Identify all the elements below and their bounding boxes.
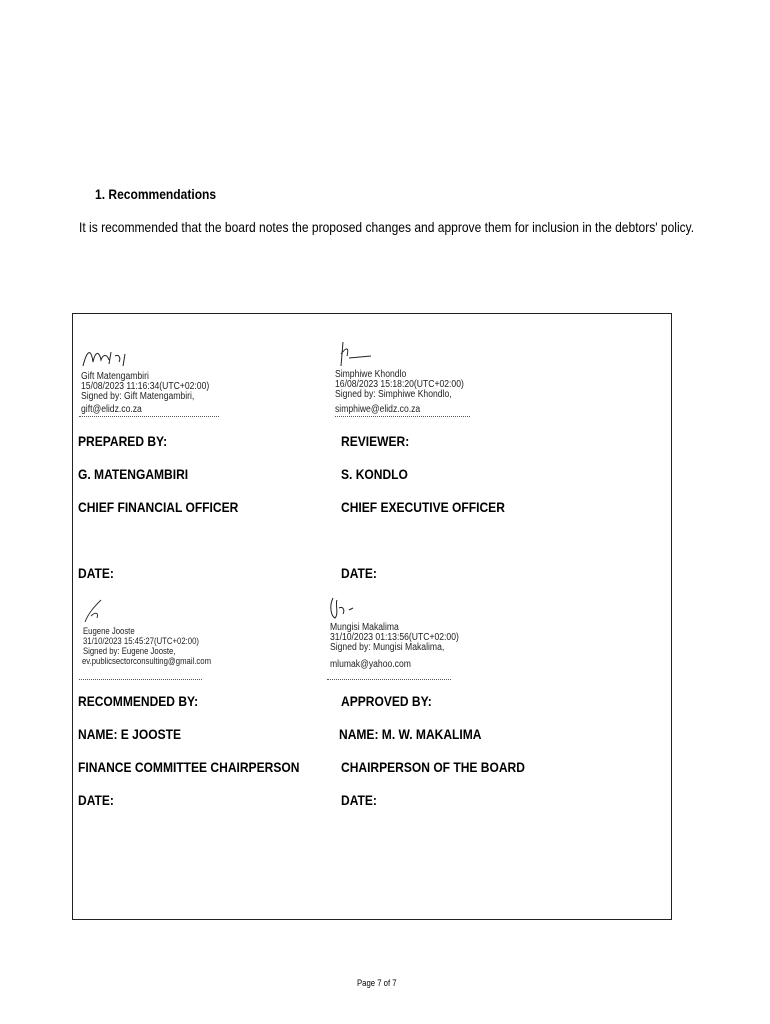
signer-title-recommended: FINANCE COMMITTEE CHAIRPERSON bbox=[78, 759, 300, 775]
signature-line bbox=[79, 416, 219, 417]
signature-approved bbox=[327, 594, 363, 622]
signer-name-approved: NAME: M. W. MAKALIMA bbox=[339, 726, 482, 742]
signature-line bbox=[79, 679, 202, 680]
role-label-prepared: PREPARED BY: bbox=[78, 433, 168, 449]
signer-name-recommended: NAME: E JOOSTE bbox=[78, 726, 182, 742]
date-label-reviewer: DATE: bbox=[341, 565, 377, 581]
signature-email-reviewer: simphiwe@elidz.co.za bbox=[335, 404, 421, 415]
handwritten-signature-icon bbox=[335, 338, 375, 368]
signature-email-approved: mlumak@yahoo.com bbox=[330, 659, 411, 670]
signer-title-prepared: CHIEF FINANCIAL OFFICER bbox=[78, 499, 239, 515]
signature-line bbox=[327, 679, 451, 680]
signature-email-recommended: ev.publicsectorconsulting@gmail.com bbox=[82, 656, 212, 666]
signature-email-prepared: gift@elidz.co.za bbox=[81, 404, 142, 415]
signature-table bbox=[72, 313, 672, 920]
handwritten-signature-icon bbox=[81, 598, 111, 624]
role-label-reviewer: REVIEWER: bbox=[341, 433, 410, 449]
role-label-approved: APPROVED BY: bbox=[341, 693, 432, 709]
signer-title-reviewer: CHIEF EXECUTIVE OFFICER bbox=[341, 499, 505, 515]
signature-prepared bbox=[79, 344, 139, 370]
signature-meta-prepared: Gift Matengambiri 15/08/2023 11:16:34(UTC+02:00) Signed by: Gift Matengambiri, bbox=[81, 371, 210, 402]
signature-meta-reviewer: Simphiwe Khondlo 16/08/2023 15:18:20(UTC+02:00) Signed by: Simphiwe Khondlo, bbox=[335, 369, 464, 400]
signer-name-prepared: G. MATENGAMBIRI bbox=[78, 466, 189, 482]
signature-line bbox=[335, 416, 470, 417]
date-label-prepared: DATE: bbox=[78, 565, 114, 581]
role-label-recommended: RECOMMENDED BY: bbox=[78, 693, 199, 709]
date-label-approved: DATE: bbox=[341, 792, 377, 808]
signature-recommended bbox=[81, 598, 111, 624]
page-number: Page 7 of 7 bbox=[357, 978, 397, 988]
date-label-recommended: DATE: bbox=[78, 792, 114, 808]
signature-meta-approved: Mungisi Makalima 31/10/2023 01:13:56(UTC+02:00) Signed by: Mungisi Makalima, bbox=[330, 622, 459, 653]
handwritten-signature-icon bbox=[327, 594, 363, 622]
signature-reviewer bbox=[335, 338, 375, 368]
signer-name-reviewer: S. KONDLO bbox=[341, 466, 408, 482]
signature-meta-recommended: Eugene Jooste 31/10/2023 15:45:27(UTC+02:00) Signed by: Eugene Jooste, bbox=[83, 626, 199, 656]
recommendation-text: It is recommended that the board notes the proposed changes and approve them for inclusion in the debtors' policy. bbox=[79, 219, 695, 235]
section-heading: 1. Recommendations bbox=[95, 186, 217, 202]
handwritten-signature-icon bbox=[79, 344, 139, 370]
signer-title-approved: CHAIRPERSON OF THE BOARD bbox=[341, 759, 525, 775]
